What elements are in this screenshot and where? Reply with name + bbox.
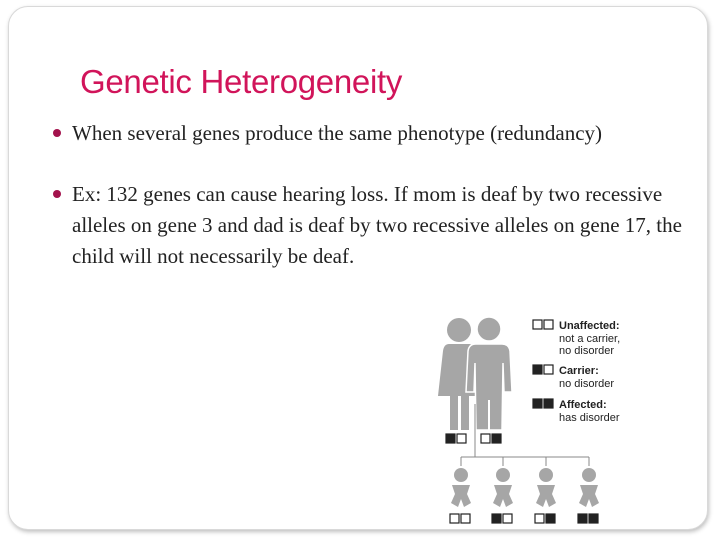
legend-swatch (533, 320, 542, 329)
legend-desc: not a carrier, (559, 333, 621, 345)
bullet-text: Ex: 132 genes can cause hearing loss. If mom is deaf by two recessive alleles on gene 3 and dad is deaf by two recessive alleles on gene 17, the child will not necessarily be deaf. (72, 182, 682, 268)
bullet-text: When several genes produce the same phenotype (redundancy) (72, 121, 603, 145)
child-genotype (535, 514, 555, 523)
legend-swatch (533, 399, 542, 408)
legend-swatch (544, 399, 553, 408)
slide-title: Genetic Heterogeneity (80, 63, 403, 100)
legend-item-unaffected (533, 320, 620, 357)
legend-desc: no disorder (559, 345, 615, 357)
child-figure (451, 468, 471, 507)
legend-title: Affected: (559, 399, 607, 411)
child-genotype (492, 514, 512, 523)
child-figure (493, 468, 513, 507)
legend-item-affected (533, 399, 620, 424)
legend-desc: has disorder (559, 412, 620, 424)
legend-swatch (544, 320, 553, 329)
legend (533, 320, 620, 424)
legend-swatch (544, 365, 553, 374)
mother-genotype (446, 434, 466, 443)
child-genotype (578, 514, 598, 523)
legend-desc: no disorder (559, 378, 615, 390)
child-genotype (450, 514, 470, 523)
child-figure (536, 468, 556, 507)
child-figures (451, 468, 599, 507)
legend-swatch (533, 365, 542, 374)
father-genotype (481, 434, 501, 443)
legend-title: Unaffected: (559, 320, 620, 332)
child-figure (579, 468, 599, 507)
legend-title: Carrier: (559, 365, 599, 377)
legend-item-carrier (533, 365, 614, 390)
